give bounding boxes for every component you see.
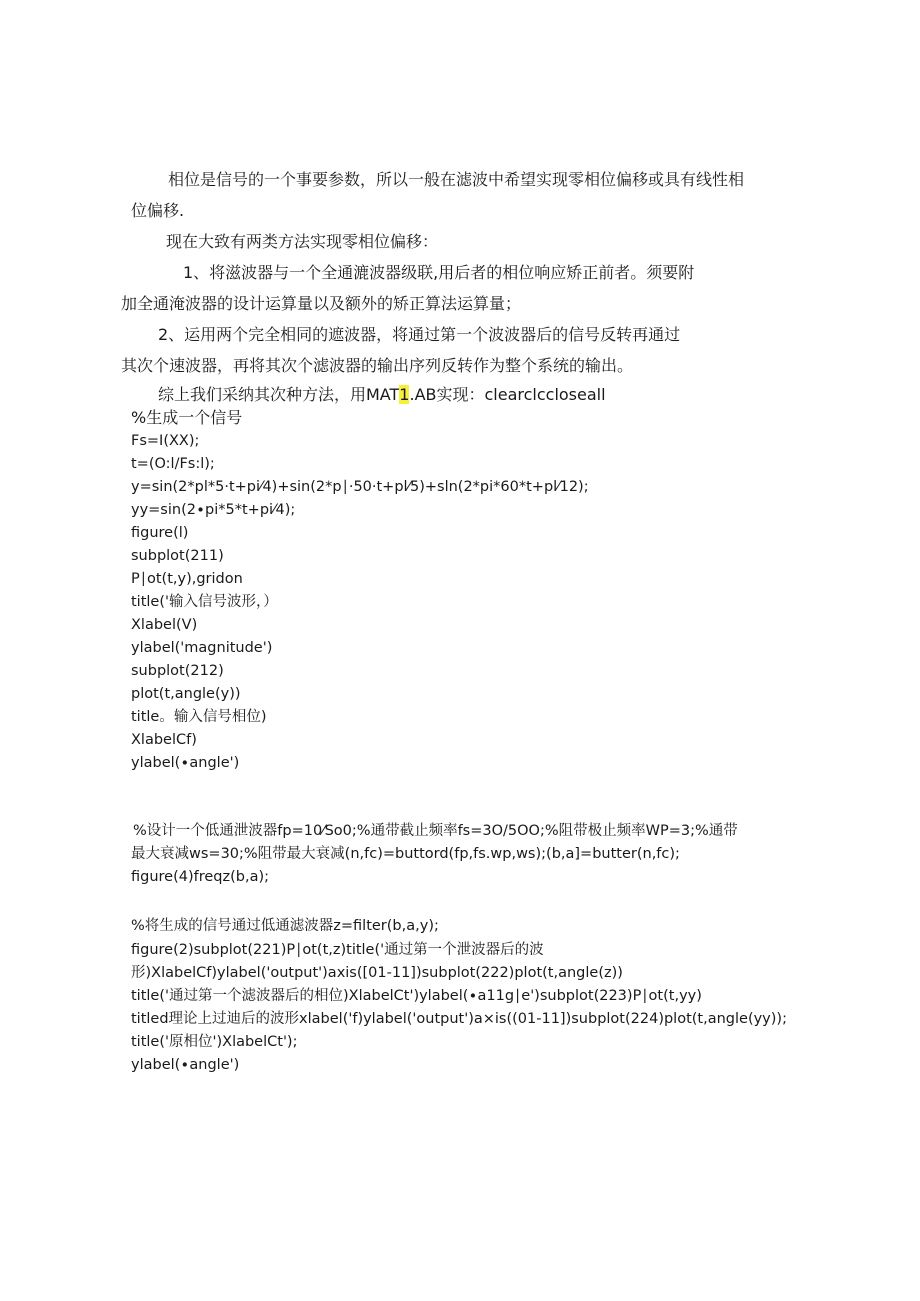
code-line: subplot(211) (131, 548, 224, 564)
intro-line-5: 加全通淹波器的设计运算量以及额外的矫正算法运算量； (121, 294, 522, 313)
intro-line-1: 相位是信号的一个事要参数，所以一般在滤波中希望实现零相位偏移或具有线性相 (168, 170, 745, 189)
intro-line-2: 位偏移. (131, 201, 185, 220)
code-line: yy=sin(2∙pi*5*t+pi⁄4); (131, 502, 296, 518)
code-comment: %生成一个信号 (131, 408, 243, 427)
intro-line-4: 1、将滋波器与一个全通漉波器级联,用后者的相位响应矫正前者。须要附 (183, 263, 695, 282)
code-line: plot(t,angle(y)) (131, 686, 241, 702)
intro-line-3: 现在大致有两类方法实现零相位偏移： (166, 232, 439, 251)
code-line: figure(4)freqz(b,a); (131, 869, 270, 885)
code-line: ylabel('magnitude') (131, 640, 273, 656)
intro-line-8 (158, 387, 606, 403)
intro-line-7: 其次个速波器，再将其次个滤波器的输出序列反转作为整个系统的输出。 (121, 356, 634, 375)
code-line: 最大衰减ws=30;%阻带最大衰减(n,fc)=buttord(fp,fs.wp,ws);(b,a]=butter(n,fc); (131, 846, 680, 862)
code-line: title('原相位')XlabelCt'); (131, 1034, 298, 1050)
code-line: Fs=I(XX); (131, 433, 200, 449)
code-line: title('通过第一个滤波器后的相位)XlabelCt')ylabel(∙a11g∣e')subplot(223)P∣ot(t,yy) (131, 988, 702, 1004)
code-line: XlabelCf) (131, 732, 197, 748)
code-line: t=(O:l/Fs:l); (131, 456, 215, 472)
intro-line-8-text: 综上我们采纳其次种方法，用MAT (158, 385, 400, 404)
code-line: %将生成的信号通过低通滤波器z=filter(b,a,y); (131, 918, 439, 934)
code-line: title。输入信号相位) (131, 709, 267, 725)
code-line: P∣ot(t,y),gridon (131, 571, 243, 587)
code-line: %设计一个低通泄波器fp=10⁄So0;%通带截止频率fs=3O/5OO;%阻带极止频率WP=3;%通带 (133, 823, 738, 839)
code-line: figure(l) (131, 525, 189, 541)
code-line: subplot(212) (131, 663, 224, 679)
code-line: ylabel(∙angle') (131, 1057, 240, 1073)
code-line: ylabel(∙angle') (131, 755, 240, 771)
code-line: y=sin(2*pl*5·t+pi⁄4)+sin(2*p∣·50·t+pl⁄5)+sln(2*pi*60*t+pl⁄12); (131, 479, 589, 495)
highlighted-character: 1 (399, 385, 410, 404)
intro-line-8-tail: .AB实现：clearclccloseall (409, 385, 606, 404)
code-line: titled理论上过迪后的波形xlabel('f)ylabel('output')a×is((01-11])subplot(224)plot(t,angle(yy)); (131, 1011, 787, 1027)
code-line: 形)XlabelCf)ylabel('output')axis([01-11])subplot(222)plot(t,angle(z)) (131, 965, 623, 981)
code-line: Xlabel(V) (131, 617, 198, 633)
code-line: figure(2)subplot(221)P∣ot(t,z)title('通过第一个泄波器后的波 (131, 942, 544, 958)
code-line: title('输入信号波形，） (131, 594, 278, 610)
intro-line-6: 2、运用两个完全相同的遮波器，将通过第一个波波器后的信号反转再通过 (158, 325, 681, 344)
